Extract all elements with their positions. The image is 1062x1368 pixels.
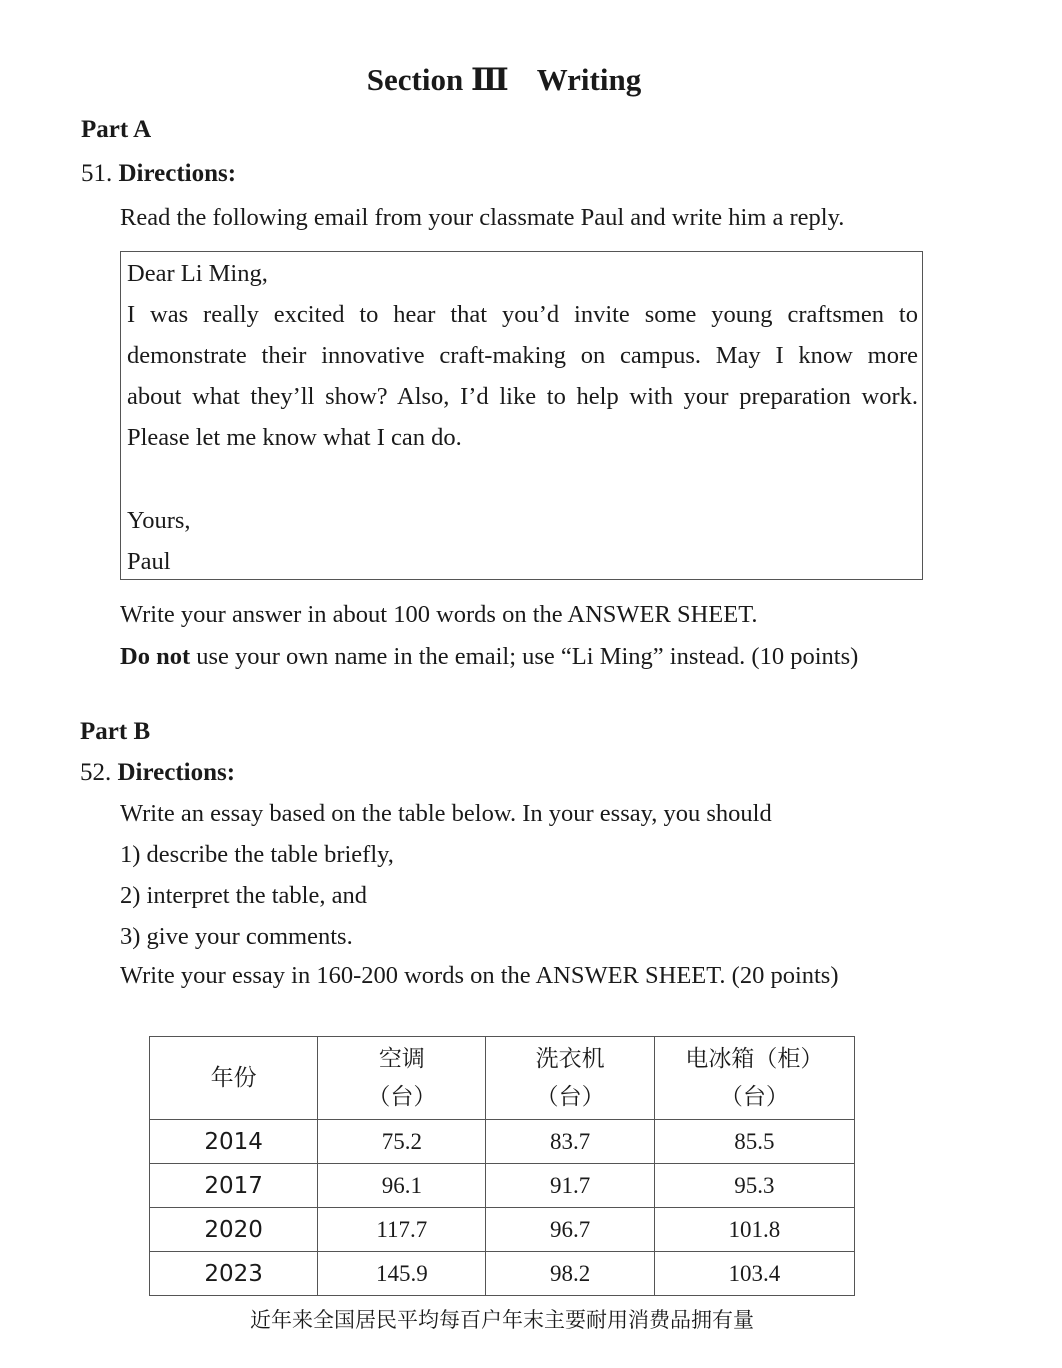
cell-washer: 91.7 — [486, 1164, 654, 1208]
table-header-row — [150, 1037, 855, 1120]
part-b-question-number: 52. — [80, 759, 112, 786]
cell-fridge: 103.4 — [654, 1252, 854, 1296]
header-air-conditioner — [318, 1037, 486, 1120]
part-b-word-instruction: Write your essay in 160-200 words on the ANSWER SHEET. (20 points) — [120, 962, 839, 989]
header-fridge-label: 电冰箱（柜） — [685, 1046, 824, 1072]
part-a-note — [120, 640, 858, 674]
part-a-question-number: 51. — [81, 160, 113, 187]
cell-fridge: 85.5 — [654, 1120, 854, 1164]
part-b-directions-label: Directions: — [117, 759, 236, 786]
table-row — [150, 1120, 855, 1164]
part-a-heading: Part A — [81, 116, 152, 143]
table-row — [150, 1164, 855, 1208]
table-row — [150, 1208, 855, 1252]
header-year-label: 年份 — [210, 1065, 257, 1091]
email-body-line: Please let me know what I can do. — [127, 424, 462, 451]
cell-year: 2017 — [150, 1164, 318, 1208]
cell-year: 2014 — [150, 1120, 318, 1164]
part-a-directions-label: Directions: — [118, 160, 237, 187]
header-ac-unit: （台） — [367, 1084, 437, 1110]
header-fridge-unit: （台） — [719, 1084, 789, 1110]
part-a-instruction: Read the following email from your classmate Paul and write him a reply. — [120, 204, 845, 231]
cell-washer: 96.7 — [486, 1208, 654, 1252]
part-a-answer-instruction: Write your answer in about 100 words on the ANSWER SHEET. — [120, 601, 758, 628]
header-washer-label: 洗衣机 — [535, 1046, 605, 1072]
email-signature: Paul — [127, 548, 171, 575]
cell-ac: 145.9 — [318, 1252, 486, 1296]
header-ac-label: 空调 — [378, 1046, 425, 1072]
part-b-step: 1) describe the table briefly, — [120, 841, 394, 868]
email-body-line: about what they’ll show? Also, I’d like to help with your preparation work. — [127, 383, 918, 410]
cell-year: 2023 — [150, 1252, 318, 1296]
cell-ac: 75.2 — [318, 1120, 486, 1164]
email-box — [120, 251, 923, 580]
part-a-directions — [81, 157, 236, 191]
email-greeting: Dear Li Ming, — [127, 260, 268, 287]
part-a-note-rest: use your own name in the email; use “Li Ming” instead. (10 points) — [190, 643, 859, 670]
section-title-prefix: Section Ⅲ — [366, 62, 509, 97]
header-washing-machine — [486, 1037, 654, 1120]
table-row — [150, 1252, 855, 1296]
part-b-directions — [80, 756, 235, 790]
cell-washer: 98.2 — [486, 1252, 654, 1296]
section-title-name: Writing — [536, 62, 642, 97]
cell-ac: 117.7 — [318, 1208, 486, 1252]
part-a-note-bold: Do not — [120, 643, 191, 670]
part-b-intro: Write an essay based on the table below. In your essay, you should — [120, 800, 772, 827]
header-washer-unit: （台） — [535, 1084, 605, 1110]
part-b-step: 3) give your comments. — [120, 923, 353, 950]
email-body-line: demonstrate their innovative craft-making on campus. May I know more — [127, 342, 918, 369]
cell-ac: 96.1 — [318, 1164, 486, 1208]
section-title — [0, 60, 1008, 100]
email-body-line: I was really excited to hear that you’d invite some young craftsmen to — [127, 301, 918, 328]
cell-year: 2020 — [150, 1208, 318, 1252]
part-b-step: 2) interpret the table, and — [120, 882, 367, 909]
header-year — [150, 1037, 318, 1120]
header-refrigerator — [654, 1037, 854, 1120]
part-b-heading: Part B — [80, 718, 151, 745]
cell-washer: 83.7 — [486, 1120, 654, 1164]
email-closing: Yours, — [127, 507, 191, 534]
table-caption: 近年来全国居民平均每百户年末主要耐用消费品拥有量 — [250, 1308, 754, 1332]
cell-fridge: 95.3 — [654, 1164, 854, 1208]
cell-fridge: 101.8 — [654, 1208, 854, 1252]
appliance-table — [149, 1036, 855, 1296]
